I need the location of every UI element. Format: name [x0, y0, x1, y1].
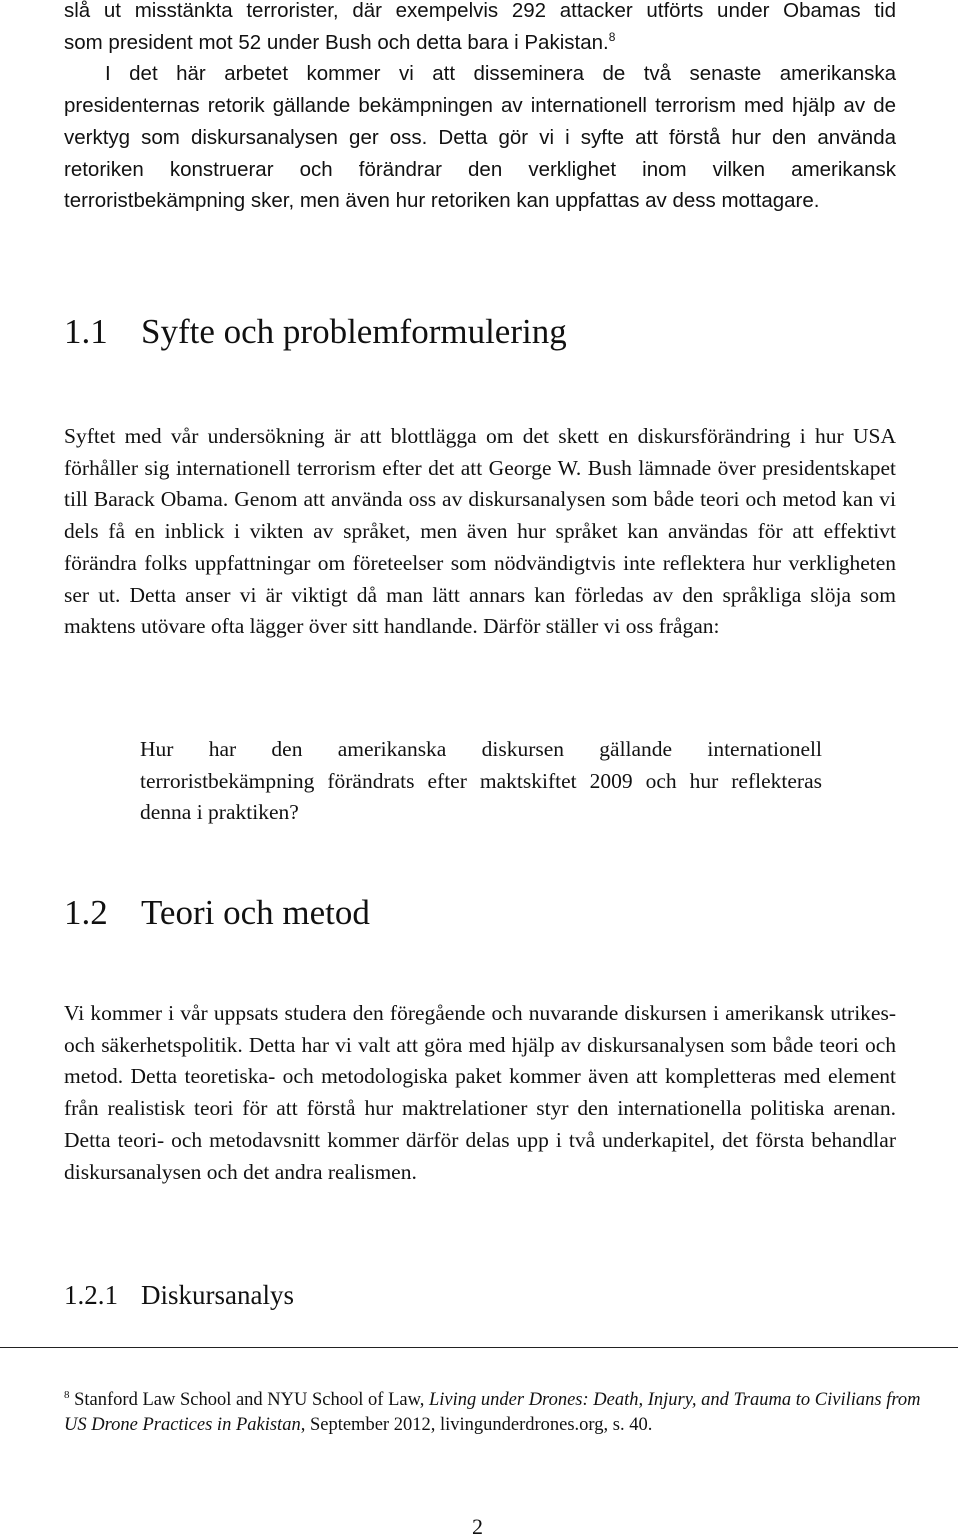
section-heading-1-2-1 [64, 1280, 294, 1311]
footnote-source-title: Living under Drones: Death, Injury, and Trauma to Civilians from US Drone Practices in Pakistan [64, 1390, 921, 1435]
section-title: Diskursanalys [141, 1280, 294, 1310]
section-title: Teori och metod [141, 893, 370, 932]
section-number: 1.2.1 [64, 1280, 118, 1310]
footnote-separator [0, 1347, 958, 1348]
research-question: Hur har den amerikanska diskursen gällande internationell terroristbekämpning förändrats efter maktskiftet 2009 och hur reflekteras denna i praktiken? [140, 737, 822, 825]
footnote-mark: 8 [64, 1388, 70, 1401]
section-number: 1.2 [64, 893, 108, 932]
section-heading-1-2 [64, 893, 370, 933]
page-number: 2 [472, 1514, 483, 1539]
footnote-8 [64, 1388, 924, 1438]
section-title: Syfte och problemformulering [141, 312, 567, 351]
footnote-text-before: Stanford Law School and NYU School of Law, [69, 1390, 429, 1410]
intro-continuation: I det här arbetet kommer vi att disseminera de två senaste amerikanska presidenternas retorik gällande bekämpningen av internationell terrorism med hjälp av de verktyg som diskursanalysen ger oss. Detta gör vi i syfte att förstå hur den använda retoriken konstruerar och förändrar den verklighet inom vilken amerikansk terroristbekämpning sker, men även hur retoriken kan uppfattas av dess mottagare. [64, 62, 896, 213]
intro-paragraph [64, 0, 896, 217]
section-number: 1.1 [64, 312, 108, 351]
intro-line-2-text: som president mot 52 under Bush och detta bara i Pakistan. [64, 30, 609, 54]
purpose-paragraph: Syftet med vår undersökning är att blottlägga om det skett en diskursförändring i hur USA förhåller sig internationell terrorism efter det att George W. Bush lämnade över presidentskapet till Barack Obama. Genom att använda oss av diskursanalysen som både teori och metod kan vi dels få en inblick i vikten av språket, men även hur språket kan användas för att effektivt förändra folks uppfattningar om företeelser som nödvändigtvis inte reflektera hur verkligheten ser ut. Detta anser vi är viktigt då man lätt annars kan förledas av den språkliga slöja som maktens utövare ofta lägger över sitt handlande. Därför ställer vi oss frågan: [64, 424, 896, 639]
theory-method-paragraph: Vi kommer i vår uppsats studera den föregående och nuvarande diskursen i amerikansk utrikes- och säkerhetspolitik. Detta har vi valt att göra med hjälp av diskursanalysen som både teori och metod. Detta teoretiska- och metodologiska paket kommer även att kompletteras med element från realistisk teori för att förstå hur maktrelationer styr den internationella politiska arenan. Detta teori- och metodavsnitt kommer därför delas upp i två underkapitel, det första behandlar diskursanalysen och det andra realismen. [64, 1001, 896, 1184]
intro-line-2 [64, 27, 896, 59]
section-heading-1-1 [64, 312, 567, 352]
footnote-text-after: , September 2012, livingunderdrones.org, s. 40. [300, 1415, 653, 1435]
footnote-reference-8[interactable]: 8 [608, 29, 616, 44]
intro-line-1: slå ut misstänkta terrorister, där exempelvis 292 attacker utförts under Obamas tid [64, 0, 896, 22]
